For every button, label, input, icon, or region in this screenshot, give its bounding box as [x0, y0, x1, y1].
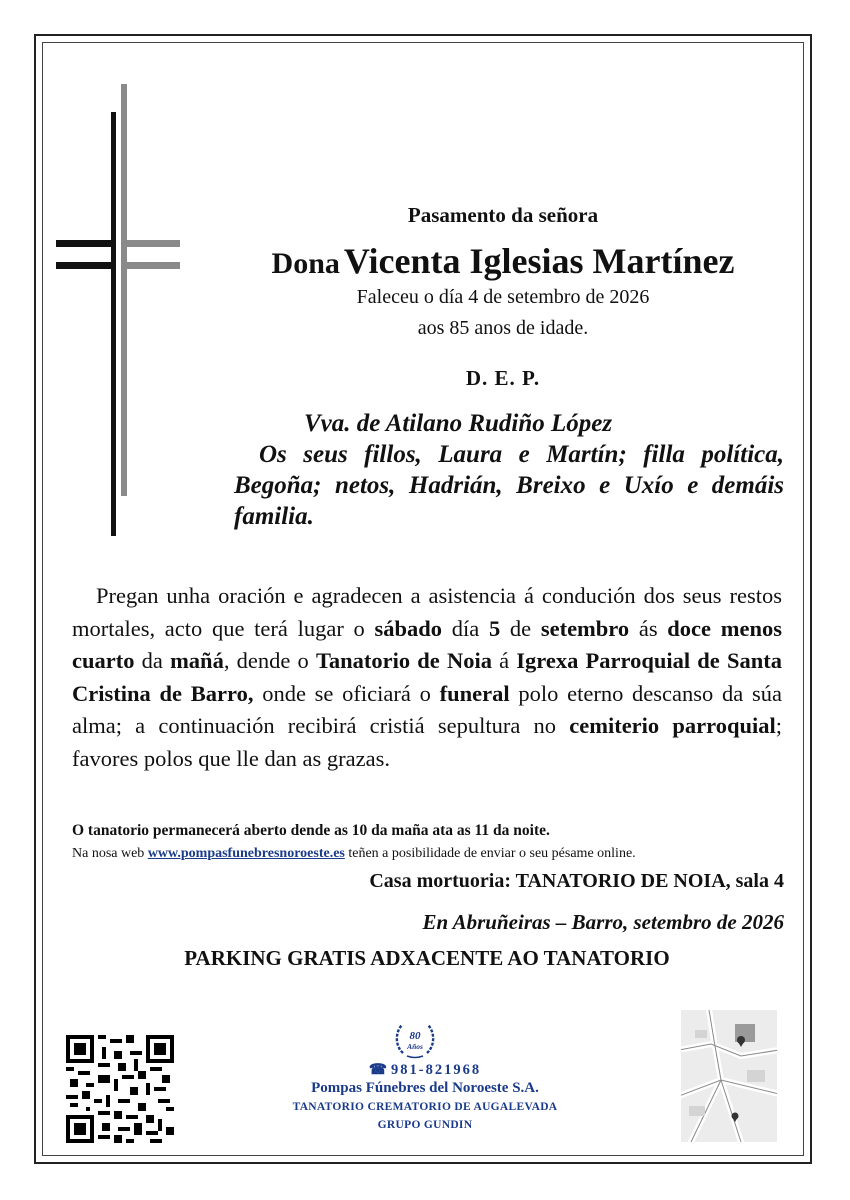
ceremony-church: Igrexa Parroquial de Santa Cristina de Barro,	[72, 648, 782, 706]
website-link[interactable]: www.pompasfunebresnoroeste.es	[147, 846, 345, 861]
ceremony-text: polo eterno descanso da súa alma; a continuación recibirá cristiá sepultura no	[72, 680, 783, 738]
funeral-home: Casa mortuoria: TANATORIO DE NOIA, sala 4	[369, 870, 784, 892]
ceremony-text: Pregan unha oración e agradecen a asistencia á condución dos seus restos mortales, acto que terá lugar o	[72, 583, 782, 641]
ceremony-text: día	[442, 615, 489, 641]
ceremony-day: sábado	[374, 615, 443, 641]
ceremony-text: , dende o	[223, 648, 316, 673]
logo-years: Años	[407, 1042, 423, 1051]
phone-icon: ☎	[368, 1062, 387, 1078]
web-suffix: teñen a posibilidade de enviar o seu pésame online.	[344, 846, 636, 861]
ceremony-text: ás	[629, 615, 668, 641]
qr-code[interactable]	[66, 1035, 174, 1143]
ceremony-text: da	[134, 648, 171, 673]
phone-line	[230, 1062, 620, 1079]
parking-notice: PARKING GRATIS ADXACENTE AO TANATORIO	[184, 946, 670, 970]
ceremony-paragraph	[72, 580, 782, 775]
ceremony-time: doce menos cuarto	[72, 615, 782, 673]
age-text: aos 85 anos de idade.	[417, 317, 589, 339]
death-date: Faleceu o día 4 de setembro de 2026	[356, 286, 650, 308]
crematorium-name: TANATORIO CREMATORIO DE AUGALEVADA	[292, 1101, 558, 1113]
ceremony-text: de	[500, 615, 541, 641]
intro-text: Pasamento da señora	[407, 203, 599, 227]
cross-icon	[56, 84, 186, 536]
web-prefix: Na nosa web	[72, 846, 148, 861]
anniversary-logo	[393, 1020, 437, 1060]
ceremony-funeral: funeral	[439, 680, 510, 706]
ceremony-month: setembro	[540, 615, 630, 641]
phone-number[interactable]: 981-821968	[390, 1062, 482, 1078]
widow-line: Vva. de Atilano Rudiño López	[304, 410, 613, 437]
place-date: En Abruñeiras – Barro, setembro de 2026	[422, 910, 784, 934]
deceased-name-line	[215, 240, 791, 282]
logo-number: 80	[409, 1030, 421, 1042]
name-prefix: Dona	[271, 247, 340, 280]
ceremony-text: ; favores polos que lle dan as grazas.	[72, 713, 782, 771]
family-block	[234, 408, 784, 532]
ceremony-date-number: 5	[488, 615, 501, 641]
dep-text: D. E. P.	[465, 366, 541, 390]
relatives-text: Os seus fillos, Laura e Martín; filla política, Begoña; netos, Hadrián, Breixo e Uxío e demáis familia.	[234, 441, 784, 530]
ceremony-origin: Tanatorio de Noia	[315, 648, 492, 673]
deceased-name: Vicenta Iglesias Martínez	[343, 241, 735, 281]
ceremony-cemetery: cemiterio parroquial	[569, 713, 776, 738]
ceremony-text: onde se oficiará o	[253, 680, 440, 706]
web-notice	[72, 846, 782, 862]
company-name: Pompas Fúnebres del Noroeste S.A.	[311, 1080, 539, 1096]
ceremony-text: á	[491, 648, 517, 673]
location-map[interactable]	[681, 1010, 777, 1142]
ceremony-period: mañá	[170, 648, 224, 673]
group-name: GRUPO GUNDIN	[377, 1119, 473, 1131]
opening-hours: O tanatorio permanecerá aberto dende as 10 da maña ata as 11 da noite.	[72, 822, 550, 839]
